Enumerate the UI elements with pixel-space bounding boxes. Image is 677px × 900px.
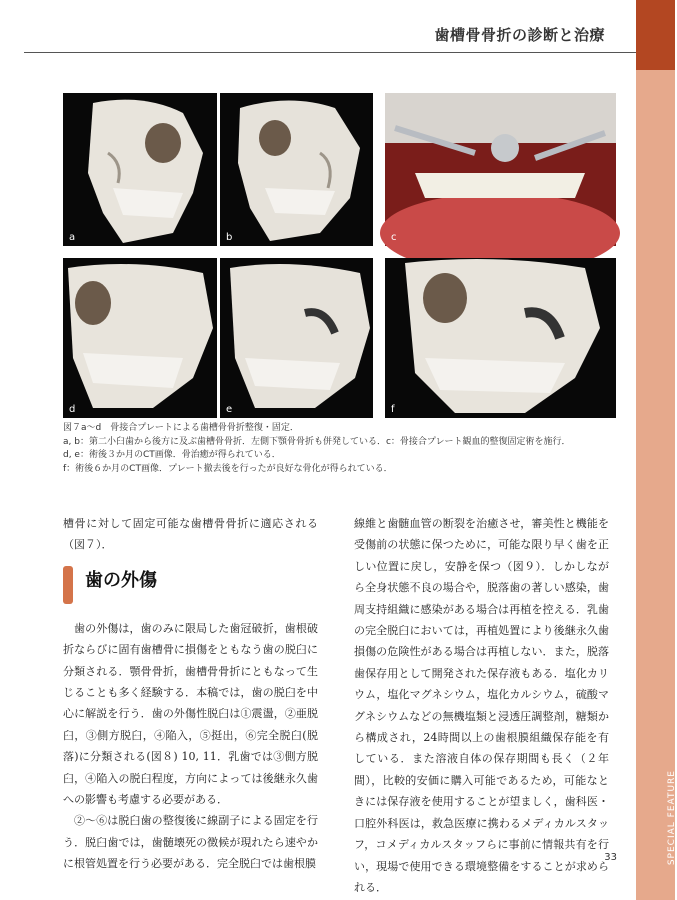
caption-line: a, b：第二小臼歯から後方に及ぶ歯槽骨骨折．左側下顎骨骨折も併発している．c：骨接合プレート観血的整復固定術を施行． [63, 436, 571, 447]
figure-panel-e [220, 258, 373, 418]
body-paragraph: ②～⑥は脱臼歯の整復後に線副子による固定を行う．脱臼歯では，歯髄壊死の徴候が現れたら速やかに根管処置を行う必要がある．完全脱臼では歯根膜 [63, 814, 318, 871]
panel-label-d: d [69, 404, 76, 415]
page-header-title: 歯槽骨骨折の診断と治療 [434, 26, 605, 44]
skull-ct-image [220, 93, 373, 246]
side-accent-top [636, 0, 675, 70]
body-column-left [63, 513, 318, 875]
figure-panel-d [63, 258, 217, 418]
side-band-label: SPECIAL FEATURE [667, 770, 677, 866]
skull-ct-image [63, 258, 217, 418]
figure-panel-b [220, 93, 373, 246]
section-heading [63, 562, 318, 608]
body-paragraph: 歯の外傷は，歯のみに限局した歯冠破折，歯根破折ならびに固有歯槽骨に損傷をともなう歯の脱臼に分類される．顎骨骨折，歯槽骨骨折にともなって生じることも多く経験する．本稿では，歯の脱臼を中心に解説を行う．歯の外傷性脱臼は①震盪，②亜脱臼，③側方脱臼，④陥入，⑤挺出，⑥完全脱臼(脱落)に分類される(図８) 10, 11．乳歯では③側方脱臼，④陥入の脱臼程度，方向によっては後継永久歯への影響も考慮する必要がある． [63, 621, 318, 807]
header-divider [24, 52, 636, 53]
surgical-photo [385, 93, 616, 246]
figure-caption [63, 422, 623, 476]
heading-accent-bar [63, 566, 73, 604]
page-number: 33 [604, 852, 617, 863]
skull-ct-image [63, 93, 217, 246]
caption-line: d, e：術後３か月のCT画像．骨治癒が得られている． [63, 450, 281, 460]
body-paragraph: 槽骨に対して固定可能な歯槽骨骨折に適応される（図７）． [63, 517, 318, 552]
section-title: 歯の外傷 [85, 569, 157, 591]
caption-line: f：術後６か月のCT画像．プレート撤去後を行ったが良好な骨化が得られている． [63, 463, 393, 474]
body-paragraph: 線維と歯髄血管の断裂を治癒させ，審美性と機能を受傷前の状態に保つために，可能な限り早く歯を正しい位置に戻し，安静を保つ（図９）．しかしながら全身状態不良の場合や，脱落歯の著しい感染，歯周支持組織に感染がある場合は再植を控える．乳歯の完全脱臼においては，再植処置により後継永久歯損傷の危険性がある場合は再植しない．また，脱落歯保存用として開発された保存液もある．塩化カリウム，塩化マグネシウム，塩化カルシウム，硫酸マグネシウムなどの無機塩類と浸透圧調整剤，糖類から構成され，24時間以上の歯根膜組織保存能を有している．また溶液自体の保存期間も長く（２年間），比較的安価に購入可能であるため，可能なときには保存液を使用することが望ましく，歯科医・口腔外科医は，救急医療に携わるメディカルスタッフ，コメディカルスタッフらに事前に情報共有を行い，現場で使用できる環境整備をすることが求められる． [354, 517, 609, 894]
panel-label-b: b [226, 232, 233, 243]
panel-label-a: a [69, 232, 76, 243]
panel-label-f: f [391, 404, 395, 415]
figure-panel-a [63, 93, 217, 246]
panel-label-c: c [391, 232, 397, 243]
skull-ct-image [220, 258, 373, 418]
body-column-right [354, 513, 609, 898]
skull-ct-image [385, 258, 616, 418]
caption-line: 図７a～d 骨接合プレートによる歯槽骨骨折整復・固定． [63, 423, 299, 433]
figure-panel-c [385, 93, 616, 246]
panel-label-e: e [226, 404, 233, 415]
figure-panel-f [385, 258, 616, 418]
